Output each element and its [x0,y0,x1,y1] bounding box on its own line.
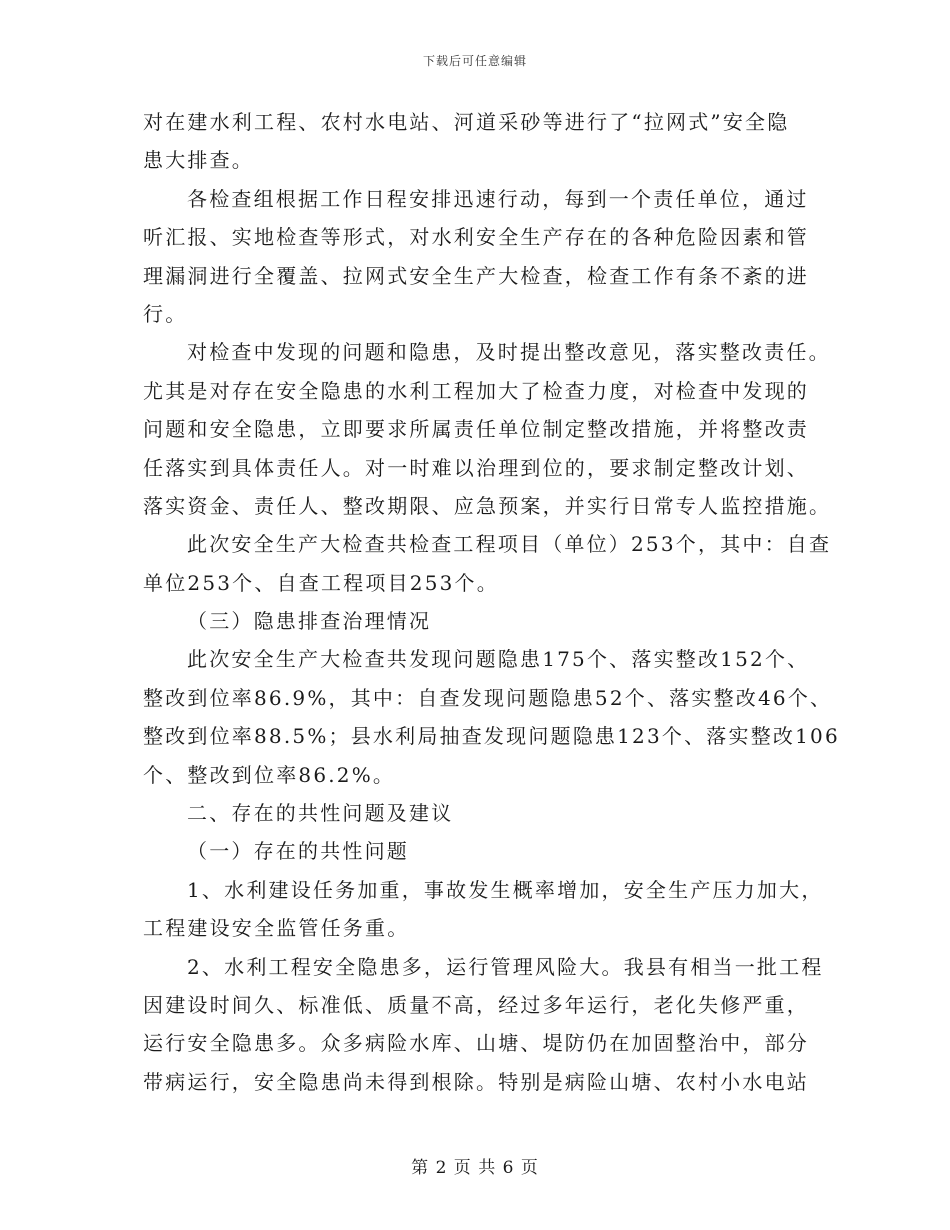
body-line: 整改到位率88.5%；县水利局抽查发现问题隐患123个、落实整改106 [143,724,840,749]
body-line: 工程建设安全监管任务重。 [143,916,410,941]
page-footer [0,1153,950,1178]
body-line: 患大排查。 [143,148,254,173]
body-line: 任落实到具体责任人。对一时难以治理到位的，要求制定整改计划、 [143,455,809,480]
current-page-number: 2 [435,1158,448,1178]
body-line: 听汇报、实地检查等形式，对水利安全生产存在的各种危险因素和管 [143,225,809,250]
body-line: 带病运行，安全隐患尚未得到根除。特别是病险山塘、农村小水电站 [143,1069,809,1094]
section-heading: （一）存在的共性问题 [187,839,409,864]
footer-middle: 页 共 [453,1158,497,1178]
body-line: 对检查中发现的问题和隐患，及时提出整改意见，落实整改责任。 [187,340,831,365]
body-line: 运行安全隐患多。众多病险水库、山塘、堤防仍在加固整治中，部分 [143,1031,809,1056]
body-line: 个、整改到位率86.2%。 [143,762,396,787]
body-line: 行。 [143,301,188,326]
body-line: 理漏洞进行全覆盖、拉网式安全生产大检查，检查工作有条不紊的进 [143,263,809,288]
footer-suffix: 页 [520,1158,539,1178]
body-line: 因建设时间久、标准低、质量不高，经过多年运行，老化失修严重， [143,992,809,1017]
body-line: 单位253个、自查工程项目253个。 [143,570,499,595]
body-line: 2、水利工程安全隐患多，运行管理风险大。我县有相当一批工程 [187,954,824,979]
body-line: 整改到位率86.9%，其中：自查发现问题隐患52个、落实整改46个、 [143,685,833,710]
body-line: 各检查组根据工作日程安排迅速行动，每到一个责任单位，通过 [187,186,809,211]
body-line: 落实资金、责任人、整改期限、应急预案，并实行日常专人监控措施。 [143,493,832,518]
total-pages-number: 6 [502,1158,515,1178]
body-line: 尤其是对存在安全隐患的水利工程加大了检查力度，对检查中发现的 [143,378,809,403]
document-body [143,103,840,1101]
body-line: 问题和安全隐患，立即要求所属责任单位制定整改措施，并将整改责 [143,417,809,442]
body-line: 此次安全生产大检查共检查工程项目（单位）253个，其中：自查 [187,532,832,557]
body-line: 此次安全生产大检查共发现问题隐患175个、落实整改152个、 [187,647,810,672]
body-line: 1、水利建设任务加重，事故发生概率增加，安全生产压力加大， [187,877,824,902]
section-heading: （三）隐患排查治理情况 [187,609,432,634]
footer-prefix: 第 [411,1158,430,1178]
page-header: 下载后可任意编辑 [422,54,527,68]
body-line: 对在建水利工程、农村水电站、河道采砂等进行了“拉网式”安全隐 [143,110,790,134]
section-heading: 二、存在的共性问题及建议 [187,801,454,826]
